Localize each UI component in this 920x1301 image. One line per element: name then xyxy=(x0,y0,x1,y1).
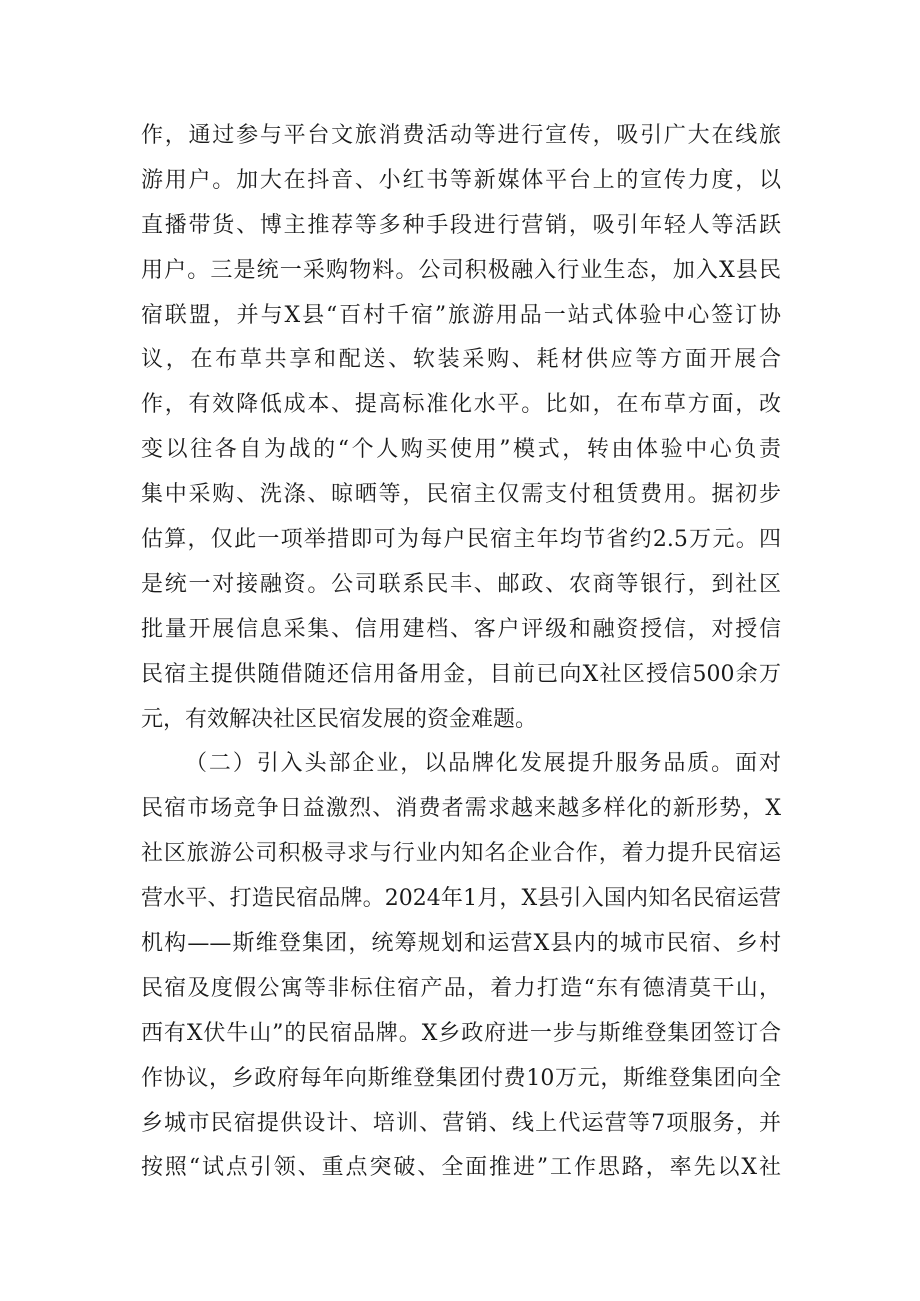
text-line: 议，在布草共享和配送、软装采购、耗材供应等方面开展合 xyxy=(141,347,781,373)
text-line: 作协议，乡政府每年向斯维登集团付费10万元，斯维登集团向全 xyxy=(141,1065,781,1091)
text-line: 批量开展信息采集、信用建档、客户评级和融资授信，对授信 xyxy=(141,616,781,642)
text-line: 元，有效解决社区民宿发展的资金难题。 xyxy=(141,706,538,732)
text-line: 宿联盟，并与X县“百村千宿”旅游用品一站式体验中心签订协 xyxy=(141,302,781,328)
text-line: 集中采购、洗涤、晾晒等，民宿主仅需支付租赁费用。据初步 xyxy=(141,482,781,508)
text-line: 是统一对接融资。公司联系民丰、邮政、农商等银行，到社区 xyxy=(141,571,781,597)
text-line: 民宿及度假公寓等非标住宿产品，着力打造“东有德清莫干山， xyxy=(141,975,781,1001)
text-line: 乡城市民宿提供设计、培训、营销、线上代运营等7项服务，并 xyxy=(141,1110,781,1136)
text-line: 用户。三是统一采购物料。公司积极融入行业生态，加入X县民 xyxy=(141,257,781,283)
text-line: （二）引入头部企业，以品牌化发展提升服务品质。面对 xyxy=(185,751,781,777)
text-line: 直播带货、博主推荐等多种手段进行营销，吸引年轻人等活跃 xyxy=(141,212,781,238)
text-line: 社区旅游公司积极寻求与行业内知名企业合作，着力提升民宿运 xyxy=(141,841,781,867)
text-line: 机构——斯维登集团，统筹规划和运营X县内的城市民宿、乡村 xyxy=(141,931,781,957)
text-line: 按照“试点引领、重点突破、全面推进”工作思路，率先以X社 xyxy=(141,1155,781,1181)
body-text xyxy=(141,114,781,1191)
text-line: 作，有效降低成本、提高标准化水平。比如，在布草方面，改 xyxy=(141,392,781,418)
text-line: 估算，仅此一项举措即可为每户民宿主年均节省约2.5万元。四 xyxy=(141,527,781,553)
text-line: 作，通过参与平台文旅消费活动等进行宣传，吸引广大在线旅 xyxy=(141,123,781,148)
text-line: 变以往各自为战的“个人购买使用”模式，转由体验中心负责 xyxy=(141,437,781,463)
text-line: 民宿市场竞争日益激烈、消费者需求越来越多样化的新形势，X xyxy=(141,796,781,822)
text-line: 西有X伏牛山”的民宿品牌。X乡政府进一步与斯维登集团签订合 xyxy=(141,1020,781,1046)
text-line: 民宿主提供随借随还信用备用金，目前已向X社区授信500余万 xyxy=(141,661,781,687)
text-line: 营水平、打造民宿品牌。2024年1月，X县引入国内知名民宿运营 xyxy=(141,886,781,912)
text-line: 游用户。加大在抖音、小红书等新媒体平台上的宣传力度，以 xyxy=(141,167,781,193)
